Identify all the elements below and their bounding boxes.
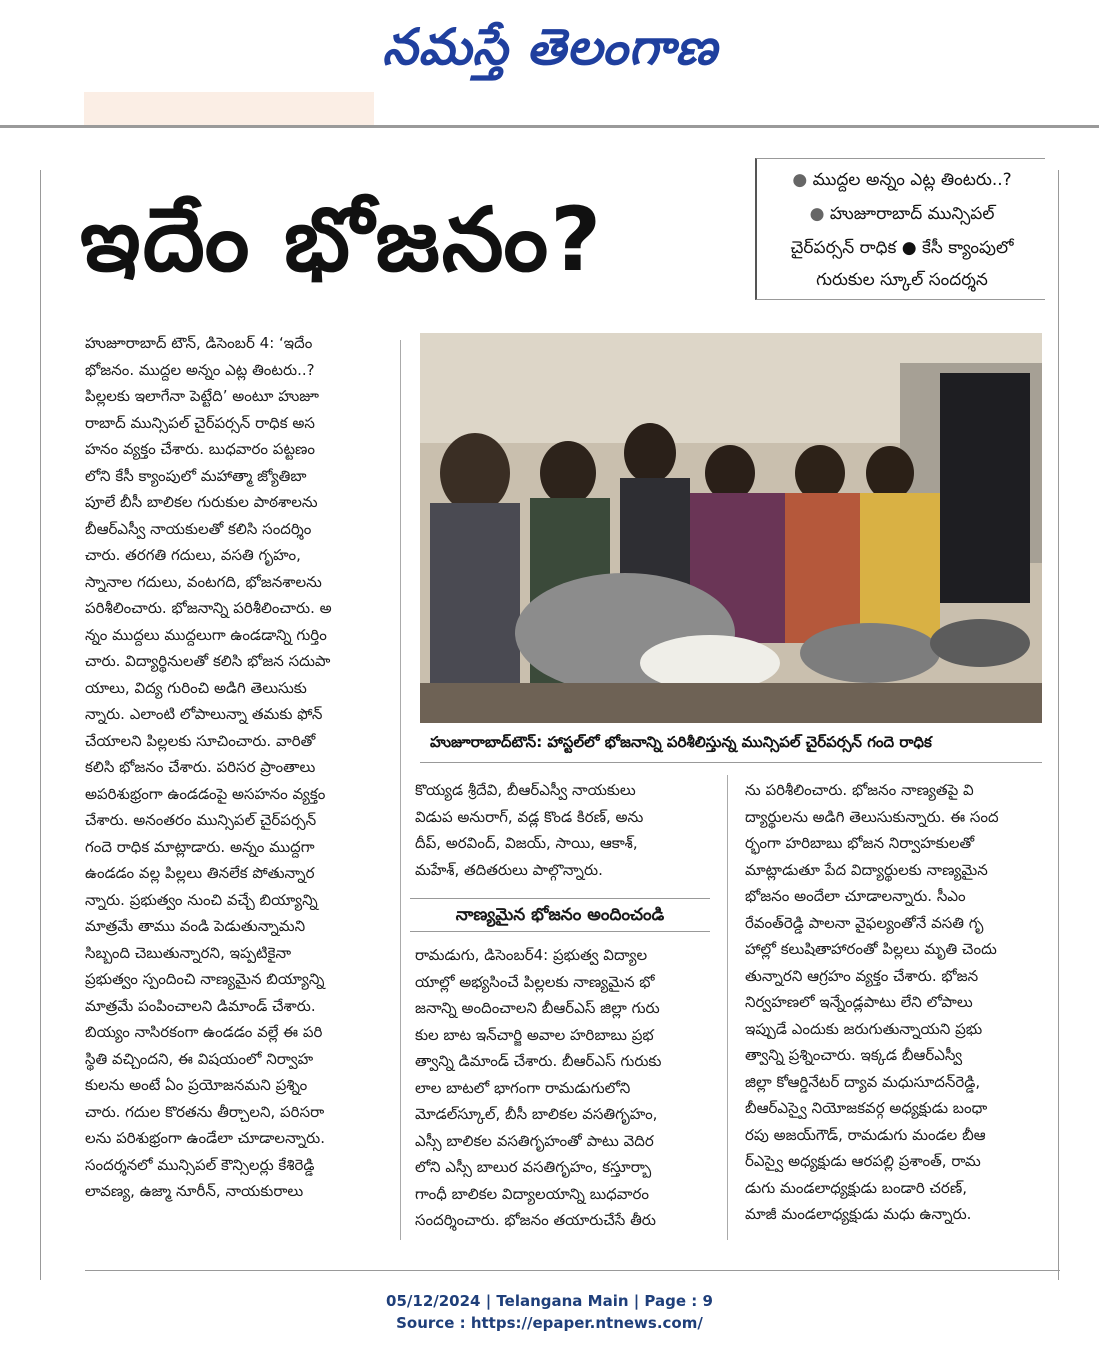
masthead-ribbon [84, 92, 374, 128]
article-line: పూలే బీసీ బాలికల గురుకుల పాఠశాలను [85, 493, 318, 511]
masthead [0, 0, 1099, 130]
left-border [40, 170, 41, 1280]
article-line: లావణ్య, ఉజ్మా నూరీన్, నాయకురాలు [85, 1182, 304, 1200]
article-line: రపు అజయ్‌గౌడ్, రామడుగు మండల బీఆ [745, 1125, 986, 1144]
photo-caption: హుజూరాబాద్‌టౌన్: హాస్టల్‌లో భోజనాన్ని పరిశీలిస్తున్న మున్సిపల్ చైర్‌పర్సన్ గందె రాధిక [430, 733, 932, 751]
column-divider [400, 340, 401, 1240]
article-line: గందె రాధిక మాట్లాడారు. అన్నం ముద్దగా [85, 837, 315, 856]
article-line: రాబాద్ మున్సిపల్ చైర్‌పర్సన్ రాధిక అస [85, 413, 315, 432]
article-line: సందర్శనలో మున్సిపల్ కౌన్సిలర్లు కేశిరెడ్డి [85, 1155, 315, 1174]
article-line: భోజనం అందేలా చూడాలన్నారు. సీఎం [745, 887, 966, 905]
article-line: ను పరిశీలించారు. భోజనం నాణ్యతపై వి [745, 781, 974, 799]
article-line: హుజూరాబాద్ టౌన్, డిసెంబర్ 4: ‘ఇదేం [85, 334, 313, 352]
article-line: మాత్రమే తాము వండి పెడుతున్నామని [85, 917, 306, 935]
newspaper-logo: నమస్తే తెలంగాణ [382, 18, 718, 76]
article-line: రామడుగు, డిసెంబర్4: ప్రభుత్వ విద్యాల [415, 946, 648, 964]
article-line: కొయ్యడ శ్రీదేవి, బీఆర్ఎస్వీ నాయకులు [415, 781, 636, 799]
summary-line-1: ● ముద్దల అన్నం ఎట్ల తింటరు..? [792, 170, 1012, 190]
article-line: లను పరిశుభ్రంగా ఉండేలా చూడాలన్నారు. [85, 1129, 325, 1147]
article-line: మోడల్‌స్కూల్, బీసీ బాలికల వసతిగృహం, [415, 1105, 658, 1123]
article-line: త్వాన్ని డిమాండ్ చేశారు. బీఆర్ఎస్ గురుకు [415, 1052, 662, 1070]
article-line: చారు. తరగతి గదులు, వసతి గృహం, [85, 546, 301, 564]
article-photo [420, 333, 1042, 723]
article-line: మాత్రమే పంపించాలని డిమాండ్ చేశారు. [85, 996, 316, 1015]
article-line: హనం వ్యక్తం చేశారు. బుధవారం పట్టణం [85, 440, 316, 458]
article-column-middle-bottom [415, 942, 715, 1234]
article-line: భోజనం. ముద్దల అన్నం ఎట్ల తింటరు..? [85, 360, 315, 379]
article-line: లోని కేసీ క్యాంపులో మహాత్మా జ్యోతిబా [85, 466, 307, 485]
article-line: చారు. విద్యార్థినులతో కలిసి భోజన సదుపా [85, 652, 331, 670]
summary-line-4: గురుకుల స్కూల్ సందర్శన [816, 270, 988, 290]
article-line: లాల బాటలో భాగంగా రామడుగులోని [415, 1078, 631, 1097]
caption-rule [420, 762, 1042, 763]
article-line: లోని ఎస్సీ బాలుర వసతిగృహం, కస్తూర్బా [415, 1158, 652, 1176]
footer [0, 1290, 1099, 1334]
article-line: మహేశ్, తదితరులు పాల్గొన్నారు. [415, 860, 603, 879]
article-line: చారు. గదుల కొరతను తీర్చాలని, పరిసరా [85, 1102, 325, 1121]
article-line: బియ్యం నాసిరకంగా ఉండడం వల్లే ఈ పరి [85, 1023, 323, 1041]
right-border [1058, 170, 1059, 1280]
article-column-middle-top [415, 777, 715, 883]
article-line: బీఆర్ఎస్వీ నాయకులతో కలిసి సందర్శిం [85, 519, 312, 538]
article-line: బీఆర్ఎస్వై నియోజకవర్గ అధ్యక్షుడు బంధా [745, 1099, 988, 1117]
article-line: న్నారు. ఎలాంటి లోపాలున్నా తమకు ఫోన్ [85, 705, 323, 723]
article-line: డుగు మండలాధ్యక్షుడు బండారి చరణ్, [745, 1178, 967, 1197]
article-line: తున్నారని ఆగ్రహం వ్యక్తం చేశారు. భోజన [745, 966, 979, 985]
summary-box [755, 158, 1045, 300]
footer-source-line: Source : https://epaper.ntnews.com/ [396, 1314, 703, 1332]
article-line: కుల బాట ఇన్‌చార్జి అవాల హరిబాబు ప్రభ [415, 1025, 654, 1044]
bullet-icon: ● [792, 170, 808, 190]
article-line: స్నానాల గదులు, వంటగది, భోజనశాలను [85, 572, 322, 591]
article-line: రేవంత్‌రెడ్డి పాలనా వైఫల్యంతోనే వసతి గృ [745, 913, 984, 932]
article-line: స్థితి వచ్చిందని, ఈ విషయంలో నిర్వాహ [85, 1049, 314, 1068]
footer-date-line: 05/12/2024 | Telangana Main | Page : 9 [386, 1292, 713, 1310]
article-line: సిబ్బంది చెబుతున్నారని, ఇప్పటికైనా [85, 943, 292, 962]
subheading: నాణ్యమైన భోజనం అందించండి [410, 898, 710, 932]
article-line: పరిశీలించారు. భోజనాన్ని పరిశీలించారు. అ [85, 599, 332, 617]
article-line: ర్భంగా హరిబాబు భోజన నిర్వాహకులతో [745, 834, 975, 852]
article-line: నిర్వహణలో ఇన్నేండ్లపాటు లేని లోపాలు [745, 993, 973, 1011]
headline: ఇదేం భోజనం? [80, 188, 604, 291]
article-line: చేశారు. అనంతరం మున్సిపల్ చైర్‌పర్సన్ [85, 811, 317, 829]
article-line: ఇప్పుడే ఎందుకు జరుగుతున్నాయని ప్రభు [745, 1019, 983, 1038]
summary-line-2: ● హుజూరాబాద్ మున్సిపల్ [809, 204, 995, 224]
article-column-left [85, 330, 390, 1205]
article-line: యాలు, విద్య గురించి అడిగి తెలుసుకు [85, 678, 307, 697]
article-line: పిల్లలకు ఇలాగేనా పెట్టేది’ అంటూ హుజూ [85, 387, 319, 405]
article-line: ఉండడం వల్ల పిల్లలు తినలేక పోతున్నార [85, 864, 315, 882]
summary-line-3: చైర్‌పర్సన్ రాధిక ● కేసీ క్యాంపులో [790, 238, 1014, 258]
bullet-icon: ● [809, 204, 825, 224]
article-line: ర్ఎస్వై అధ్యక్షుడు ఆరపల్లి ప్రశాంత్, రామ [745, 1152, 981, 1170]
article-line: జిల్లా కోఆర్డినేటర్ ద్యావ మధుసూదన్‌రెడ్డి, [745, 1072, 981, 1091]
article-line: మాట్లాడుతూ పేద విద్యార్థులకు నాణ్యమైన [745, 860, 988, 879]
article-line: చేయాలని పిల్లలకు సూచించారు. వారితో [85, 731, 316, 750]
masthead-rule [0, 125, 1099, 128]
article-line: హాల్లో కలుషితాహారంతో పిల్లలు మృతి చెందు [745, 940, 997, 958]
article-line: దీప్, అరవింద్, విజయ్, సాయి, ఆకాశ్, [415, 834, 638, 852]
bottom-rule [85, 1270, 1060, 1271]
article-line: త్వాన్ని ప్రశ్నించారు. ఇక్కడ బీఆర్ఎస్వీ [745, 1046, 963, 1064]
article-line: సందర్శించారు. భోజనం తయారుచేసే తీరు [415, 1211, 656, 1229]
photo-illustration [420, 333, 1042, 723]
article-line: మాజీ మండలాధ్యక్షుడు మధు ఉన్నారు. [745, 1205, 972, 1223]
article-line: అపరిశుభ్రంగా ఉండడంపై అసహనం వ్యక్తం [85, 784, 326, 803]
article-line: జనాన్ని అందించాలని బీఆర్ఎస్ జిల్లా గురు [415, 999, 660, 1017]
article-line: న్నం ముద్దలు ముద్దలుగా ఉండడాన్ని గుర్తిం [85, 625, 327, 644]
article-column-right [745, 777, 1045, 1228]
article-line: గాంధీ బాలికల విద్యాలయాన్ని బుధవారం [415, 1184, 649, 1203]
article-line: కులను అంటే ఏం ప్రయోజనమని ప్రశ్నిం [85, 1076, 308, 1094]
column-divider [727, 775, 728, 1240]
article-line: ప్రభుత్వం స్పందించి నాణ్యమైన బియ్యాన్ని [85, 970, 325, 988]
article-line: ఎస్సీ బాలికల వసతిగృహంతో పాటు వెదిర [415, 1131, 654, 1150]
article-line: యాల్లో అభ్యసించే పిల్లలకు నాణ్యమైన భో [415, 972, 655, 991]
article-line: ద్యార్థులను అడిగి తెలుసుకున్నారు. ఈ సంద [745, 807, 999, 826]
article-line: విడుప అనురాగ్, వడ్ల కొండ కిరణ్, అను [415, 807, 644, 826]
article-line: కలిసి భోజనం చేశారు. పరిసర ప్రాంతాలు [85, 758, 316, 776]
article-line: న్నారు. ప్రభుత్వం నుంచి వచ్చే బియ్యాన్ని [85, 890, 318, 909]
